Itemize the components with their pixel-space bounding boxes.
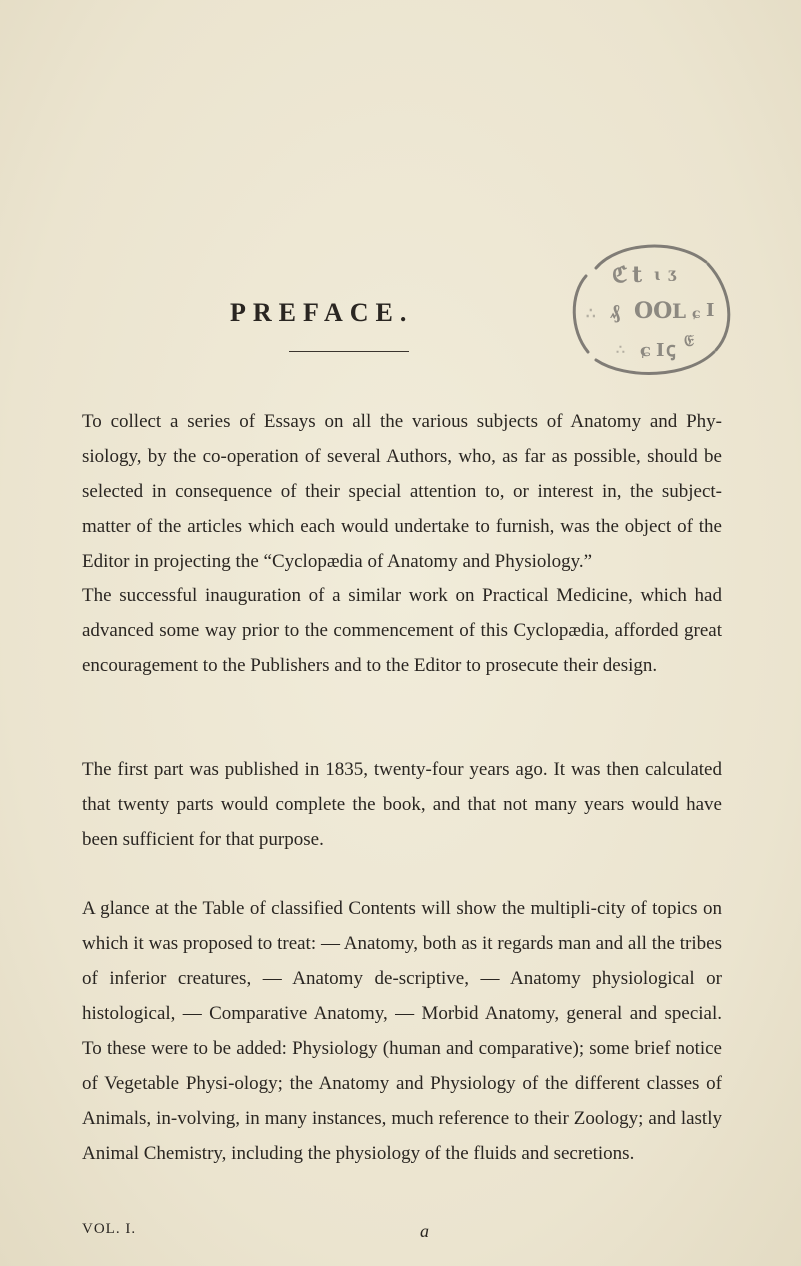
volume-number: VOL. I. [82, 1221, 137, 1237]
paragraph-2: The successful inauguration of a similar work on Practical Medicine, which had advanced some way prior to the commencement of this Cyclopædia, afforded great encouragement to the Publishers and to the Editor to prosecute their design. [82, 585, 722, 676]
svg-text:ʒ: ʒ [668, 266, 676, 282]
paragraph-3: The first part was published in 1835, twenty-four years ago. It was then calculated that twenty parts would complete the book, and that not many years would have been sufficient for that purpose. [82, 759, 722, 850]
signature-mark: a [420, 1221, 429, 1241]
svg-text:ɩ: ɩ [654, 265, 661, 284]
svg-text:∴: ∴ [586, 304, 596, 322]
svg-text:L: L [672, 299, 687, 323]
svg-text:ɕ: ɕ [640, 340, 651, 361]
svg-text:I: I [706, 300, 715, 321]
svg-text:∴: ∴ [616, 342, 625, 358]
paragraph-1: To collect a series of Essays on all the various subjects of Anatomy and Phy-siology, by the co-operation of several Authors, who, as far as possible, should be selected in consequence of their special attention to, or interest in, the subject-matter of the articles which each would undertake to furnish, was the object of the Editor in projecting the “Cyclopædia of Anatomy and Physiology.” [82, 411, 722, 572]
page-title: PREFACE. [230, 298, 414, 327]
svg-text:𝔈: 𝔈 [684, 331, 694, 350]
title-underline [289, 351, 409, 352]
svg-text:OO: OO [634, 298, 673, 324]
page-footer [82, 1221, 722, 1245]
paragraph-4: A glance at the Table of classified Contents will show the multipli-city of topics on which it was proposed to treat: — Anatomy, both as it regards man and all the tribes of inferior creatures, — Anatomy de-scriptive, — Anatomy physiological or histological, — Comparative Anatomy, — Morbid Anatomy, general and special. To these were to be added: Physiology (human and comparative); some brief notice of Vegetable Physi-ology; the Anatomy and Physiology of the different classes of Animals, in-volving, in many instances, much reference to their Zoology; and lastly Animal Chemistry, including the physiology of the fluids and secretions. [82, 898, 722, 1164]
library-stamp-icon [556, 232, 736, 380]
svg-text:ɕ: ɕ [692, 306, 701, 322]
svg-text:₰: ₰ [610, 299, 620, 323]
svg-text:I: I [656, 340, 665, 361]
svg-text:ℭ: ℭ [612, 262, 628, 288]
svg-text:ꞔ: ꞔ [666, 337, 676, 361]
svg-text:t: t [632, 262, 643, 288]
